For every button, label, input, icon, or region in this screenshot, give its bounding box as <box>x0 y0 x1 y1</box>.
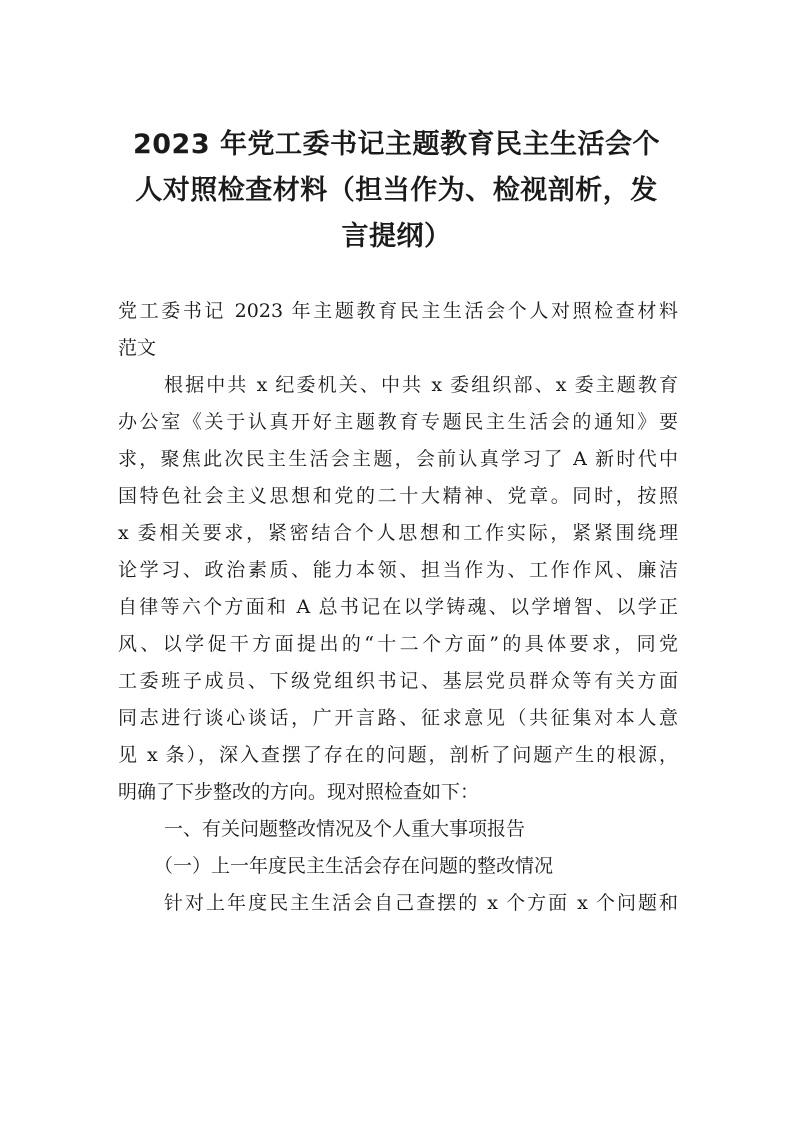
paragraph-intro <box>118 367 678 811</box>
document-title <box>108 122 685 260</box>
paragraph-line: 求，聚焦此次民主生活会主题，会前认真学习了 A 新时代中 <box>118 448 678 470</box>
title-line-2: 人对照检查材料（担当作为、检视剖析，发 <box>135 175 658 206</box>
title-line-1: 2023 年党工委书记主题教育民主生活会个 <box>132 129 661 160</box>
paragraph-line: 自律等六个方面和 A 总书记在以学铸魂、以学增智、以学正 <box>118 596 678 618</box>
paragraph-line: 论学习、政治素质、能力本领、担当作为、工作作风、廉洁 <box>118 559 678 581</box>
subtitle-line-1: 党工委书记 2023 年主题教育民主生活会个人对照检查材料 <box>118 300 678 322</box>
document-body <box>118 293 678 922</box>
subtitle <box>118 293 678 367</box>
section-heading-2: （一）上一年度民主生活会存在问题的整改情况 <box>154 855 554 877</box>
paragraph-line: 国特色社会主义思想和党的二十大精神、党章。同时，按照 <box>118 485 678 507</box>
paragraph-line: 明确了下步整改的方向。现对照检查如下： <box>118 781 480 803</box>
paragraph-line: 同志进行谈心谈话，广开言路、征求意见（共征集对本人意 <box>118 707 678 729</box>
title-line-3: 言提纲） <box>341 221 452 252</box>
section-heading-1: 一、有关问题整改情况及个人重大事项报告 <box>164 818 526 840</box>
paragraph-rectification <box>118 885 678 922</box>
paragraph-line: 风、以学促干方面提出的“十二个方面”的具体要求，同党 <box>118 633 678 655</box>
paragraph-line: 见 x 条），深入查摆了存在的问题，剖析了问题产生的根源， <box>118 744 678 766</box>
paragraph-line: x 委相关要求，紧密结合个人思想和工作实际，紧紧围绕理 <box>118 522 678 544</box>
paragraph-line: 办公室《关于认真开好主题教育专题民主生活会的通知》要 <box>118 411 678 433</box>
paragraph-line: 根据中共 x 纪委机关、中共 x 委组织部、x 委主题教育 <box>164 374 678 396</box>
paragraph-line: 针对上年度民主生活会自己查摆的 x 个方面 x 个问题和 <box>164 892 678 914</box>
paragraph-line: 工委班子成员、下级党组织书记、基层党员群众等有关方面 <box>118 670 678 692</box>
subtitle-line-2: 范文 <box>118 337 157 359</box>
